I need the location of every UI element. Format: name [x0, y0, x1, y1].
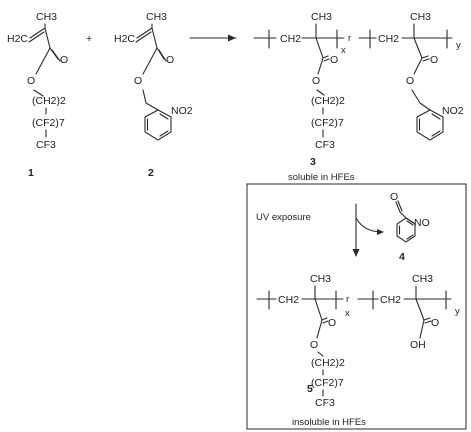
- p3-carbonyl-o-b: O: [430, 54, 439, 66]
- p5-carbonyl-o-b: O: [431, 317, 440, 329]
- m1-vinyl: H2C: [7, 33, 29, 45]
- p3-ch3-b: CH3: [410, 11, 432, 23]
- p5-x: x: [345, 308, 350, 319]
- p5-ch2-b: CH2: [380, 294, 402, 306]
- p5-r: r: [346, 294, 350, 305]
- m1-carbonyl-o: O: [60, 54, 69, 66]
- m1-methyl: CH3: [36, 11, 58, 23]
- p3-caption: soluble in HFEs: [288, 172, 355, 183]
- m2-methyl: CH3: [146, 11, 168, 23]
- byproduct-4: [390, 191, 430, 263]
- photoreaction-box: [247, 184, 466, 429]
- p3-ch2-b: CH2: [378, 33, 400, 45]
- p5-ch3-b: CH3: [412, 273, 434, 285]
- b4-number: 4: [399, 251, 405, 263]
- p5-carbonyl-o-a: O: [328, 317, 337, 329]
- p3-ch3-a: CH3: [311, 11, 333, 23]
- p5-chain1: (CH2)2: [311, 357, 345, 369]
- m1-ester-o: O: [27, 75, 36, 87]
- b4-aldehyde-o: O: [390, 191, 399, 203]
- m1-number: 1: [28, 167, 34, 179]
- byproduct-arrowhead: [377, 229, 384, 235]
- uv-arrow: [353, 204, 360, 257]
- p3-number: 3: [310, 156, 316, 168]
- polymer-3: [254, 11, 464, 183]
- p3-carbonyl-o-a: O: [330, 54, 339, 66]
- p3-terminal: CF3: [315, 139, 335, 151]
- m1-chain2: (CF2)7: [32, 117, 65, 129]
- p3-chain1: (CH2)2: [311, 95, 345, 107]
- b4-nitroso: NO: [414, 217, 430, 229]
- p3-r: r: [348, 33, 352, 44]
- polymer-5: [257, 273, 460, 428]
- monomer-2: [114, 11, 193, 179]
- plus-sign: +: [86, 33, 93, 45]
- m2-number: 2: [148, 167, 154, 179]
- m1-chain1: (CH2)2: [32, 95, 66, 107]
- p5-chain2: (CF2)7: [311, 377, 344, 389]
- p3-y: y: [456, 40, 461, 51]
- p3-nitro: NO2: [442, 105, 464, 117]
- p5-ch2-a: CH2: [278, 294, 300, 306]
- monomer-1: [7, 11, 68, 179]
- p5-caption: insoluble in HFEs: [292, 417, 366, 428]
- p3-ester-o-a: O: [312, 75, 321, 87]
- m1-terminal: CF3: [36, 139, 56, 151]
- p3-x: x: [341, 45, 346, 56]
- m2-vinyl: H2C: [114, 33, 136, 45]
- p3-ester-o-b: O: [406, 75, 415, 87]
- p5-acid-oh: OH: [410, 339, 426, 351]
- reaction-arrow: [190, 35, 236, 42]
- uv-exposure-label: UV exposure: [256, 212, 311, 223]
- p3-chain2: (CF2)7: [311, 117, 344, 129]
- p3-ch2-a: CH2: [280, 33, 302, 45]
- p5-y: y: [455, 306, 460, 317]
- m2-ester-o: O: [134, 75, 143, 87]
- m2-nitro: NO2: [171, 105, 193, 117]
- p5-ester-o-a: O: [310, 339, 319, 351]
- p5-terminal: CF3: [315, 397, 335, 409]
- p5-ch3-a: CH3: [310, 273, 332, 285]
- m2-carbonyl-o: O: [166, 54, 175, 66]
- p5-number: 5: [307, 383, 313, 395]
